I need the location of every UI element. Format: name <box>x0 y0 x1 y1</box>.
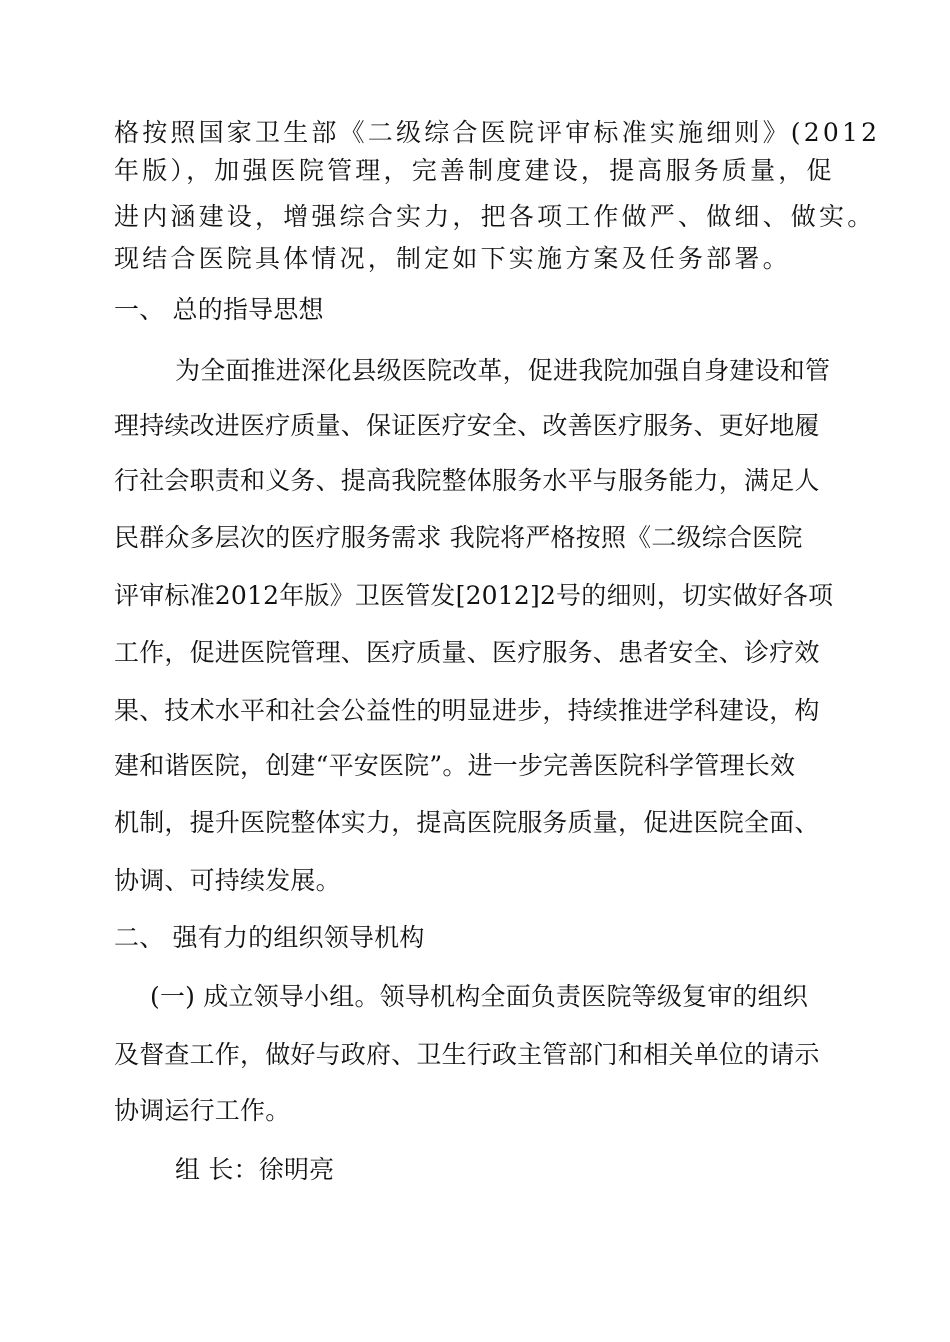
section-heading-2: 二、 强有力的组织领导机构 <box>114 923 425 952</box>
section2-line-3: 协调运行工作。 <box>114 1096 291 1125</box>
intro-line-4: 现结合医院具体情况，制定如下实施方案及任务部署。 <box>114 244 791 273</box>
intro-line-1: 格按照国家卫生部《二级综合医院评审标准实施细则》(2012 <box>114 118 881 147</box>
section-heading-1: 一、 总的指导思想 <box>114 295 324 324</box>
section1-line-9: 机制，提升医院整体实力，提高医院服务质量，促进医院全面、 <box>114 808 820 837</box>
section1-line-5: 评审标准2012年版》卫医管发[2012]2号的细则，切实做好各项 <box>114 581 834 610</box>
section1-line-8: 建和谐医院，创建“平安医院”。进一步完善医院科学管理长效 <box>114 751 796 780</box>
section1-line-6: 工作，促进医院管理、医疗质量、医疗服务、患者安全、诊疗效 <box>114 638 820 667</box>
section2-line-1: (一) 成立领导小组。领导机构全面负责医院等级复审的组织 <box>150 982 809 1011</box>
section1-line-7: 果、技术水平和社会公益性的明显进步，持续推进学科建设，构 <box>114 696 820 725</box>
intro-line-2: 年版），加强医院管理，完善制度建设，提高服务质量，促 <box>114 156 835 185</box>
intro-line-3: 进内涵建设，增强综合实力，把各项工作做严、做细、做实。 <box>114 202 876 231</box>
section1-line-1: 为全面推进深化县级医院改革，促进我院加强自身建设和管 <box>175 356 831 385</box>
section1-line-10: 协调、可持续发展。 <box>114 866 341 895</box>
section1-line-2: 理持续改进医疗质量、保证医疗安全、改善医疗服务、更好地履 <box>114 411 820 440</box>
section2-line-2: 及督查工作，做好与政府、卫生行政主管部门和相关单位的请示 <box>114 1040 820 1069</box>
section1-line-3: 行社会职责和义务、提高我院整体服务水平与服务能力，满足人 <box>114 466 820 495</box>
leader-line: 组 长：徐明亮 <box>175 1155 335 1184</box>
section1-line-4: 民群众多层次的医疗服务需求 我院将严格按照《二级综合医院 <box>114 523 803 552</box>
